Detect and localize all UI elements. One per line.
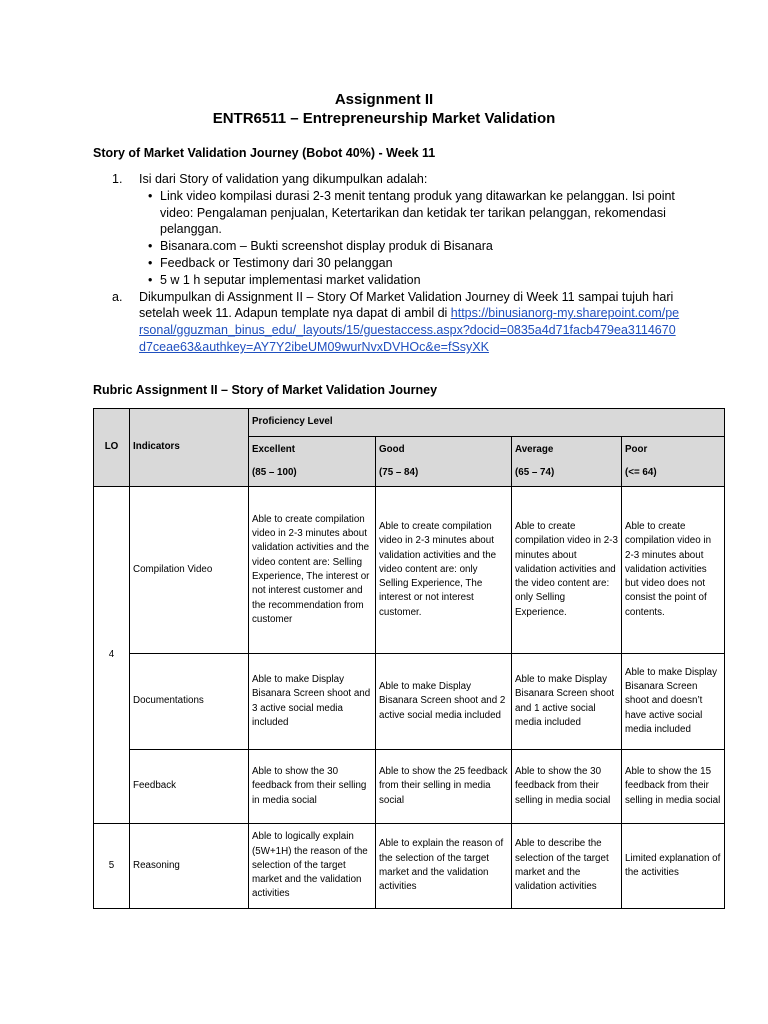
bullet-icon: • [148,188,153,203]
criteria-cell: Able to make Display Bisanara Screen shoot and 1 active social media included [512,654,622,750]
bullet-text: Link video kompilasi durasi 2-3 menit tentang produk yang ditawarkan ke pelanggan. Isi point video: Pengalaman penjualan, Ketertarikan dan ketidak ter tarikan pelanggan, rekomendasi pelanggan. [160,188,675,237]
level-excellent-header [249,437,376,487]
criteria-cell: Able to show the 25 feedback from their selling in media social [376,750,512,824]
bullet-text: 5 w 1 h seputar implementasi market validation [160,272,421,287]
criteria-cell: Able to describe the selection of the target market and the validation activities [512,824,622,909]
bullet-text: Feedback or Testimony dari 30 pelanggan [160,255,393,270]
bullet-list [139,188,682,289]
level-range: (65 – 74) [515,467,555,478]
table-row [94,750,725,824]
table-row [94,654,725,750]
level-range: (75 – 84) [379,467,419,478]
level-name: Poor [625,443,648,455]
bullet-item [139,272,682,289]
rubric-title: Rubric Assignment II – Story of Market Validation Journey [93,383,438,397]
indicator-cell: Documentations [130,654,249,750]
lo-cell: 4 [94,487,130,824]
table-row [94,824,725,909]
instruction-item-1 [112,171,682,289]
rubric-table [93,408,725,909]
criteria-cell: Able to show the 15 feedback from their selling in media social [622,750,725,824]
criteria-cell: Able to show the 30 feedback from their selling in media social [512,750,622,824]
criteria-cell: Able to show the 30 feedback from their selling in media social [249,750,376,824]
indicator-cell: Feedback [130,750,249,824]
criteria-cell: Able to create compilation video in 2-3 minutes about validation activities but video does not consist the point of contents. [622,487,725,654]
instruction-item-a [112,289,682,356]
bullet-icon: • [148,272,153,287]
indicators-header: Indicators [130,409,249,487]
list-marker: a. [112,289,123,304]
level-range: (85 – 100) [252,467,297,478]
list-marker: 1. [112,172,123,186]
instruction-text: Dikumpulkan di Assignment II – Story Of Market Validation Journey di Week 11 sampai tujuh hari setelah week 11. Adapun template nya dapat di ambil di [139,289,674,321]
criteria-cell: Able to make Display Bisanara Screen shoot and 2 active social media included [376,654,512,750]
document-title: Assignment II [334,91,434,108]
criteria-cell: Able to make Display Bisanara Screen shoot and 3 active social media included [249,654,376,750]
bullet-icon: • [148,255,153,270]
bullet-text: Bisanara.com – Bukti screenshot display produk di Bisanara [160,239,493,254]
criteria-cell: Able to create compilation video in 2-3 minutes about validation activities and the video content are: Selling Experience, The interest or not interest customer and the recommendation from customer [249,487,376,654]
level-average-header [512,437,622,487]
table-row [94,487,725,654]
bullet-item [139,188,682,238]
criteria-cell: Able to logically explain (5W+1H) the reason of the selection of the target market and the validation activities [249,824,376,909]
level-name: Excellent [252,443,296,455]
level-name: Average [515,443,554,455]
level-name: Good [379,443,405,455]
bullet-item [139,255,682,272]
criteria-cell: Limited explanation of the activities [622,824,725,909]
bullet-item [139,238,682,255]
bullet-icon: • [148,239,153,254]
criteria-cell: Able to create compilation video in 2-3 minutes about validation activities and the video content are: only Selling Experience, The interest or not interest customer. [376,487,512,654]
criteria-cell: Able to create compilation video in 2-3 minutes about validation activities and the video content are: only Selling Experience. [512,487,622,654]
indicator-cell: Compilation Video [130,487,249,654]
indicator-cell: Reasoning [130,824,249,909]
lo-cell: 5 [94,824,130,909]
lo-header: LO [94,409,130,487]
instruction-text: Isi dari Story of validation yang dikumpulkan adalah: [139,172,428,186]
proficiency-level-header: Proficiency Level [249,409,725,437]
criteria-cell: Able to explain the reason of the selection of the target market and the validation activities [376,824,512,909]
document-course-title: ENTR6511 – Entrepreneurship Market Validation [212,110,556,127]
section-subtitle: Story of Market Validation Journey (Bobot 40%) - Week 11 [93,146,436,160]
level-poor-header [622,437,725,487]
level-good-header [376,437,512,487]
template-link[interactable]: https://binusianorg-my.sharepoint.com/personal/gguzman_binus_edu/_layouts/15/guestaccess.aspx?docid=0835a4d71facb479ea3114670d7ceae63&authkey=AY7Y2ibeUM09wurNvxDVHOc&e=fSsyXK [139,306,680,354]
level-range: (<= 64) [625,467,657,478]
criteria-cell: Able to make Display Bisanara Screen shoot and doesn’t have active social media included [622,654,725,750]
instructions-list [112,171,682,356]
